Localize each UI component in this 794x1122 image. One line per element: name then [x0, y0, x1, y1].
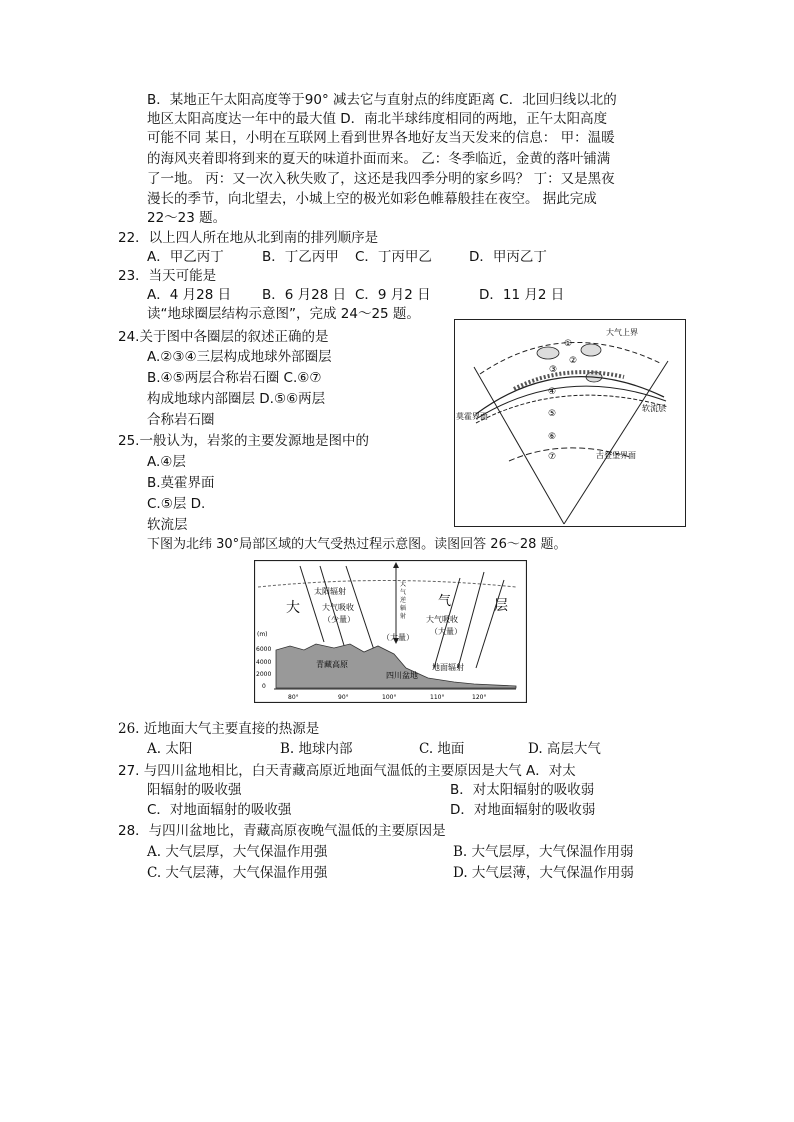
intro-line-5: 了一地。 丙：又一次入秋失败了，这还是我四季分明的家乡吗？ 丁：又是黑夜	[147, 171, 615, 187]
intro-line-6: 漫长的季节，向北望去，小城上空的极光如彩色帷幕般挂在夜空。 据此完成	[147, 191, 597, 207]
label-2: ②	[569, 356, 578, 366]
q25-line-1: A.④层	[147, 454, 186, 470]
q26-option-a: A. 太阳	[147, 741, 193, 757]
q28-option-b: B. 大气层厚，大气保温作用弱	[453, 844, 634, 860]
label-plateau: 青藏高原	[316, 660, 348, 669]
label-unit: (m)	[257, 631, 268, 638]
q28-option-d: D. 大气层薄，大气保温作用弱	[453, 865, 634, 881]
q22-option-c: C．丁丙甲乙	[355, 249, 432, 265]
q26-option-c: C. 地面	[419, 741, 465, 757]
label-asthenosphere: 软流层	[642, 404, 666, 413]
tick-y-6000: 6000	[256, 646, 272, 653]
intro-line-2: 地区太阳高度达一年中的最大值 D．南北半球纬度相同的两地，正午太阳高度	[147, 111, 608, 127]
label-counter-4: 辐	[400, 605, 407, 612]
tick-x-120: 120°	[472, 694, 487, 701]
q22-option-d: D．甲丙乙丁	[469, 249, 547, 265]
label-gutenberg: 古登堡界面	[596, 451, 636, 460]
q28-option-c: C. 大气层薄，大气保温作用强	[147, 865, 328, 881]
label-qi: 气	[438, 594, 452, 609]
q27-option-d: D．对地面辐射的吸收弱	[450, 802, 596, 818]
q25-line-3: C.⑤层 D.	[147, 496, 206, 512]
label-6: ⑥	[548, 432, 557, 442]
label-basin: 四川盆地	[386, 671, 418, 680]
earth-layers-figure	[454, 319, 686, 527]
q27-line-2: 阳辐射的吸收强	[147, 782, 242, 798]
label-ceng: 层	[494, 598, 508, 614]
intro-line-4: 的海风夹着即将到来的夏天的味道扑面而来。 乙：冬季临近，金黄的落叶铺满	[147, 151, 611, 167]
q24-line-1: A.②③④三层构成地球外部圈层	[147, 349, 332, 365]
intro-line-7: 22～23 题。	[147, 210, 227, 226]
label-absorb-small-amt: （少量）	[323, 615, 355, 624]
tick-x-110: 110°	[430, 694, 445, 701]
label-solar: 太阳辐射	[314, 587, 346, 596]
tick-x-100: 100°	[382, 694, 397, 701]
label-counter-2: 气	[400, 589, 407, 596]
intro-line-1: B．某地正午太阳高度等于90° 减去它与直射点的纬度距离 C．北回归线以北的	[147, 92, 617, 108]
tick-y-4000: 4000	[256, 659, 272, 666]
label-counter-1: 大	[400, 581, 407, 588]
q24-line-4: 合称岩石圈	[147, 412, 215, 428]
label-1: ①	[564, 339, 573, 349]
label-counter-amt: （大量）	[382, 633, 414, 642]
intro-line-3: 可能不同 某日，小明在互联网上看到世界各地好友当天发来的信息： 甲：温暖	[147, 130, 615, 146]
label-counter-5: 射	[400, 613, 407, 620]
atmosphere-heating-figure	[254, 560, 527, 703]
q24-line-2: B.④⑤两层合称岩石圈 C.⑥⑦	[147, 370, 322, 386]
q25-line-4: 软流层	[147, 517, 188, 533]
q27-stem: 27. 与四川盆地相比，白天青藏高原近地面气温低的主要原因是大气 A．对太	[118, 763, 576, 779]
label-moho: 莫霍界面	[456, 412, 488, 421]
tick-x-80: 80°	[288, 694, 299, 701]
q22-option-b: B．丁乙丙甲	[262, 249, 339, 265]
q23-option-d: D．11 月2 日	[479, 287, 565, 303]
q28-stem: 28．与四川盆地比，青藏高原夜晚气温低的主要原因是	[118, 823, 446, 839]
label-5: ⑤	[548, 409, 557, 419]
q23-option-a: A．4 月28 日	[147, 287, 232, 303]
label-atmosphere-top: 大气上界	[606, 328, 638, 337]
label-counter-3: 逆	[400, 597, 407, 604]
q24-line-3: 构成地球内部圈层 D.⑤⑥两层	[147, 391, 326, 407]
q22-option-a: A．甲乙丙丁	[147, 249, 224, 265]
q27-option-c: C．对地面辐射的吸收强	[147, 802, 292, 818]
q26-option-d: D. 高层大气	[528, 741, 601, 757]
intro-26-28: 下图为北纬 30°局部区域的大气受热过程示意图。读图回答 26～28 题。	[147, 537, 567, 552]
q28-option-a: A. 大气层厚，大气保温作用强	[147, 844, 328, 860]
label-3: ③	[549, 365, 558, 375]
tick-y-0: 0	[262, 683, 266, 690]
label-7: ⑦	[548, 452, 557, 462]
label-ground-rad: 地面辐射	[432, 663, 464, 672]
label-absorb-small: 大气吸收	[322, 603, 354, 612]
label-da: 大	[286, 600, 300, 616]
q22-stem: 22．以上四人所在地从北到南的排列顺序是	[118, 230, 379, 246]
q24-stem: 24.关于图中各圈层的叙述正确的是	[118, 329, 329, 345]
label-absorb-big: 大气吸收	[426, 615, 458, 624]
q25-stem: 25.一般认为，岩浆的主要发源地是图中的	[118, 433, 369, 449]
tick-y-2000: 2000	[256, 671, 272, 678]
q23-option-c: C．9 月2 日	[355, 287, 431, 303]
q25-line-2: B.莫霍界面	[147, 475, 215, 491]
q26-stem: 26. 近地面大气主要直接的热源是	[118, 721, 320, 737]
label-absorb-big-amt: （大量）	[430, 627, 462, 636]
intro-24-25: 读“地球圈层结构示意图”，完成 24～25 题。	[147, 306, 420, 322]
q26-option-b: B. 地球内部	[280, 741, 353, 757]
q27-option-b: B．对太阳辐射的吸收弱	[450, 782, 595, 798]
label-4: ④	[548, 387, 557, 397]
q23-stem: 23．当天可能是	[118, 268, 217, 284]
q23-option-b: B．6 月28 日	[262, 287, 347, 303]
tick-x-90: 90°	[338, 694, 349, 701]
